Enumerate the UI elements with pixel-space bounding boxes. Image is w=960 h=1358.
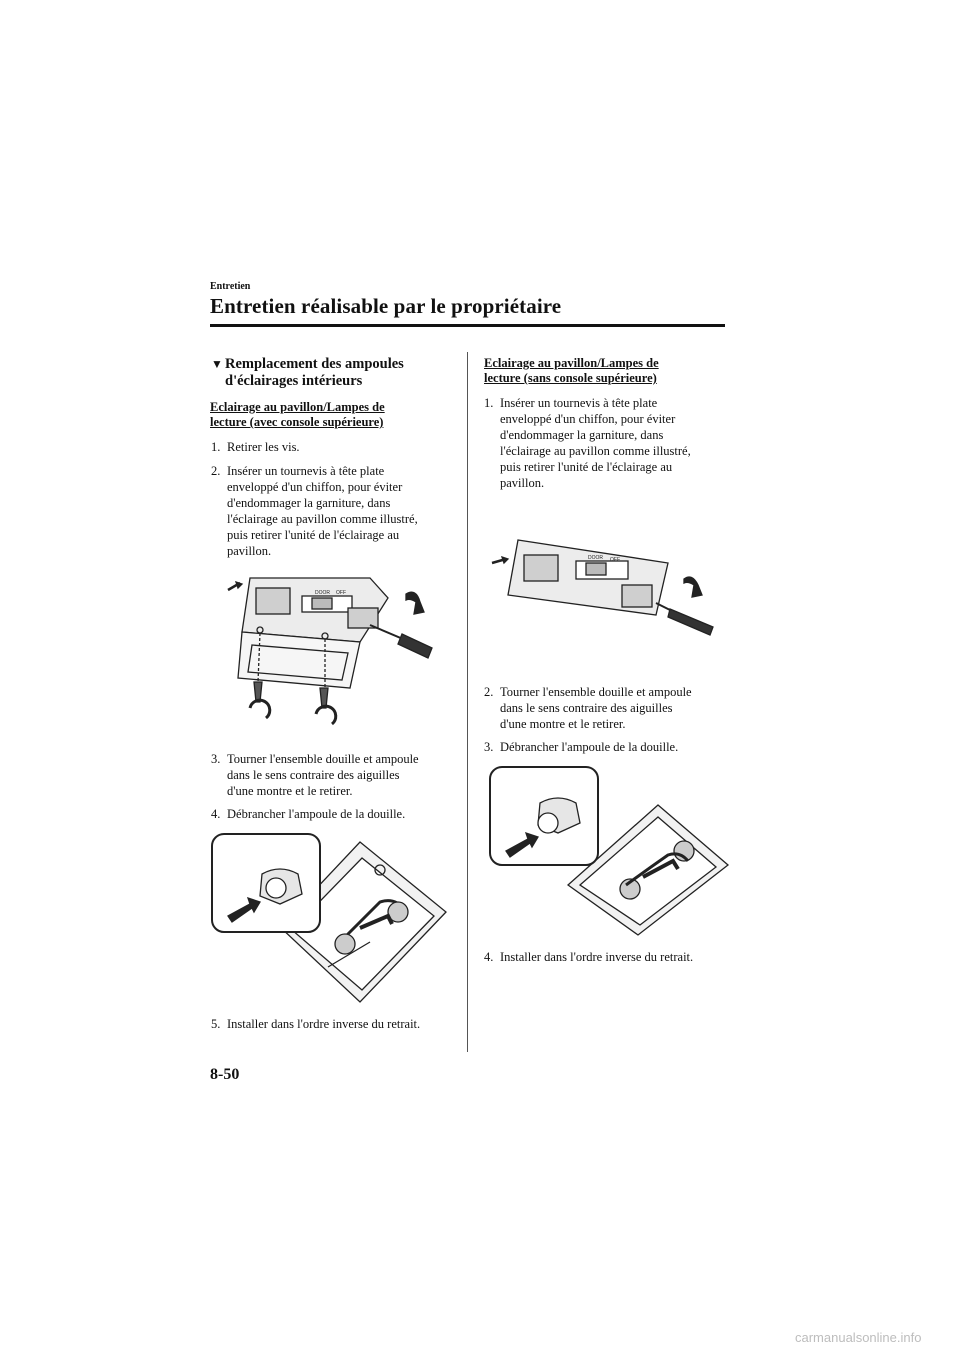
figure-bulb-removal-right <box>488 765 728 937</box>
step-text: l'éclairage au pavillon comme illustré, <box>500 444 691 458</box>
step-text: Installer dans l'ordre inverse du retrait. <box>227 1017 421 1031</box>
step-text: d'endommager la garniture, dans <box>500 428 664 442</box>
step-text: enveloppé d'un chiffon, pour éviter <box>227 480 403 494</box>
step-text: enveloppé d'un chiffon, pour éviter <box>500 412 676 426</box>
step-number: 1. <box>484 396 494 410</box>
step-text: Installer dans l'ordre inverse du retrait. <box>500 950 694 964</box>
right-subheading <box>484 356 659 386</box>
left-subheading <box>210 400 385 430</box>
step-number: 3. <box>211 752 221 766</box>
step-text: dans le sens contraire des aiguilles <box>500 701 673 715</box>
figure-bulb-removal <box>210 832 450 1004</box>
figure-console-removal <box>220 570 440 730</box>
step-number: 5. <box>211 1017 221 1031</box>
step-number: 1. <box>211 440 221 454</box>
left-step-3 <box>211 751 419 799</box>
step-text: Insérer un tournevis à tête plate <box>227 464 385 478</box>
switch-label-door: DOOR <box>315 590 330 596</box>
left-subhead-line-1: Eclairage au pavillon/Lampes de <box>210 400 385 414</box>
left-subhead-line-2: lecture (avec console supérieure) <box>210 415 384 429</box>
left-step-2 <box>211 463 418 559</box>
step-text: Tourner l'ensemble douille et ampoule <box>227 752 419 766</box>
heading-line-1: Remplacement des ampoules <box>225 356 404 372</box>
page-number: 8-50 <box>210 1066 240 1083</box>
step-text: pavillon. <box>500 476 545 490</box>
step-number: 3. <box>484 740 494 754</box>
header-rule <box>210 324 725 327</box>
step-text: Retirer les vis. <box>227 440 300 454</box>
step-number: 4. <box>211 807 221 821</box>
step-text: puis retirer l'unité de l'éclairage au <box>500 460 673 474</box>
figure-lamp-removal <box>488 535 723 635</box>
right-step-3 <box>484 739 678 755</box>
step-text: Débrancher l'ampoule de la douille. <box>500 740 679 754</box>
step-number: 2. <box>484 685 494 699</box>
right-subhead-line-2: lecture (sans console supérieure) <box>484 371 657 385</box>
left-step-4 <box>211 806 405 822</box>
step-number: 2. <box>211 464 221 478</box>
triangle-down-icon: ▼ <box>211 357 223 371</box>
heading-line-2: d'éclairages intérieurs <box>225 373 363 389</box>
left-step-5 <box>211 1016 420 1032</box>
section-heading <box>211 356 404 390</box>
step-text: d'une montre et le retirer. <box>500 717 626 731</box>
step-text: dans le sens contraire des aiguilles <box>227 768 400 782</box>
switch-label-off: OFF <box>610 557 620 563</box>
step-text: d'une montre et le retirer. <box>227 784 353 798</box>
left-step-1 <box>211 439 300 455</box>
switch-label-door: DOOR <box>588 555 603 561</box>
page-title: Entretien réalisable par le propriétaire <box>210 294 562 318</box>
watermark: carmanualsonline.info <box>795 1330 922 1345</box>
section-label: Entretien <box>210 281 251 292</box>
step-text: Débrancher l'ampoule de la douille. <box>227 807 406 821</box>
step-text: Tourner l'ensemble douille et ampoule <box>500 685 692 699</box>
column-divider <box>467 352 468 1052</box>
right-step-1 <box>484 395 691 491</box>
right-subhead-line-1: Eclairage au pavillon/Lampes de <box>484 356 659 370</box>
step-text: Insérer un tournevis à tête plate <box>500 396 658 410</box>
switch-label-off: OFF <box>336 590 346 596</box>
step-text: l'éclairage au pavillon comme illustré, <box>227 512 418 526</box>
step-text: pavillon. <box>227 544 272 558</box>
step-text: d'endommager la garniture, dans <box>227 496 391 510</box>
right-step-2 <box>484 684 692 732</box>
step-number: 4. <box>484 950 494 964</box>
step-text: puis retirer l'unité de l'éclairage au <box>227 528 400 542</box>
right-step-4 <box>484 949 693 965</box>
